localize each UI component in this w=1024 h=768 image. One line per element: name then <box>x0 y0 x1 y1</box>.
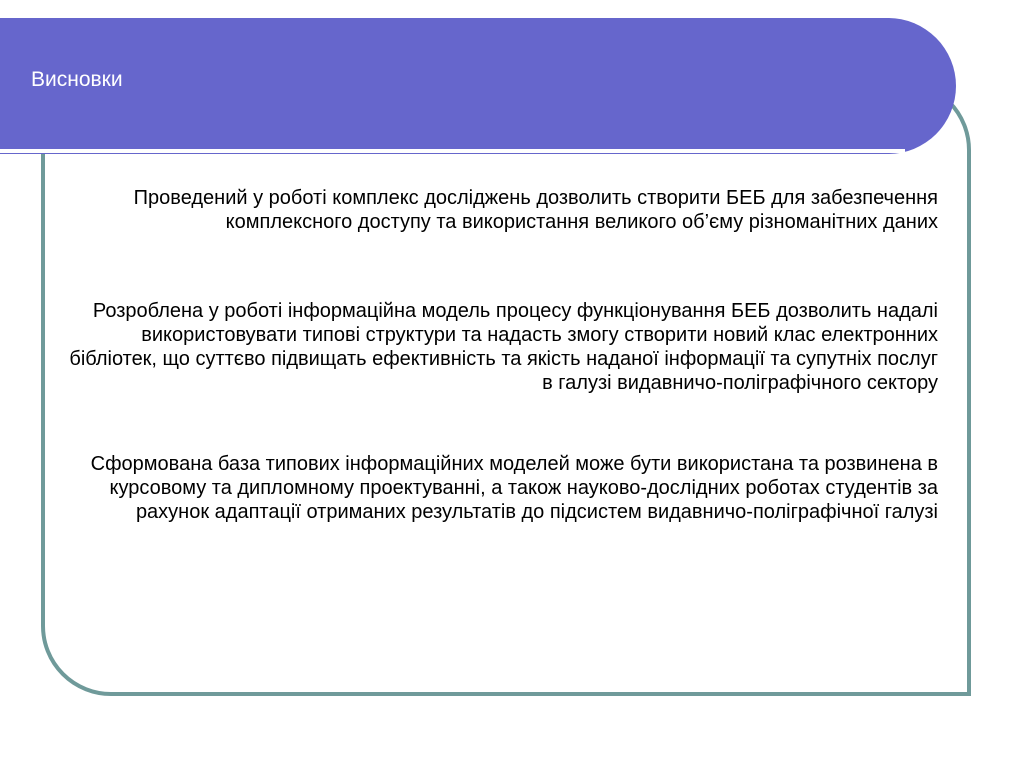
conclusion-paragraph-2: Розроблена у роботі інформаційна модель процесу функціонування БЕБ дозволить надалі використовувати типові структури та надасть змогу створити новий клас електронних бібліотек, що суттєво підвищать ефективність та якість наданої інформації та супутніх послуг в галузі видавничо-поліграфічного сектору <box>69 300 938 394</box>
slide-title: Висновки <box>31 68 123 91</box>
slide-body <box>60 186 938 524</box>
title-underline <box>0 149 905 153</box>
conclusion-paragraph-3: Сформована база типових інформаційних моделей може бути використана та розвинена в курсовому та дипломному проектуванні, а також науково-дослідних роботах студентів за рахунок адаптації отриманих результатів до підсистем видавничо-поліграфічної галузі <box>90 453 938 523</box>
conclusion-paragraph-1: Проведений у роботі комплекс досліджень дозволить створити БЕБ для забезпечення комплексного доступу та використання великого об’єму різноманітних даних <box>133 187 938 233</box>
title-band <box>0 18 956 154</box>
